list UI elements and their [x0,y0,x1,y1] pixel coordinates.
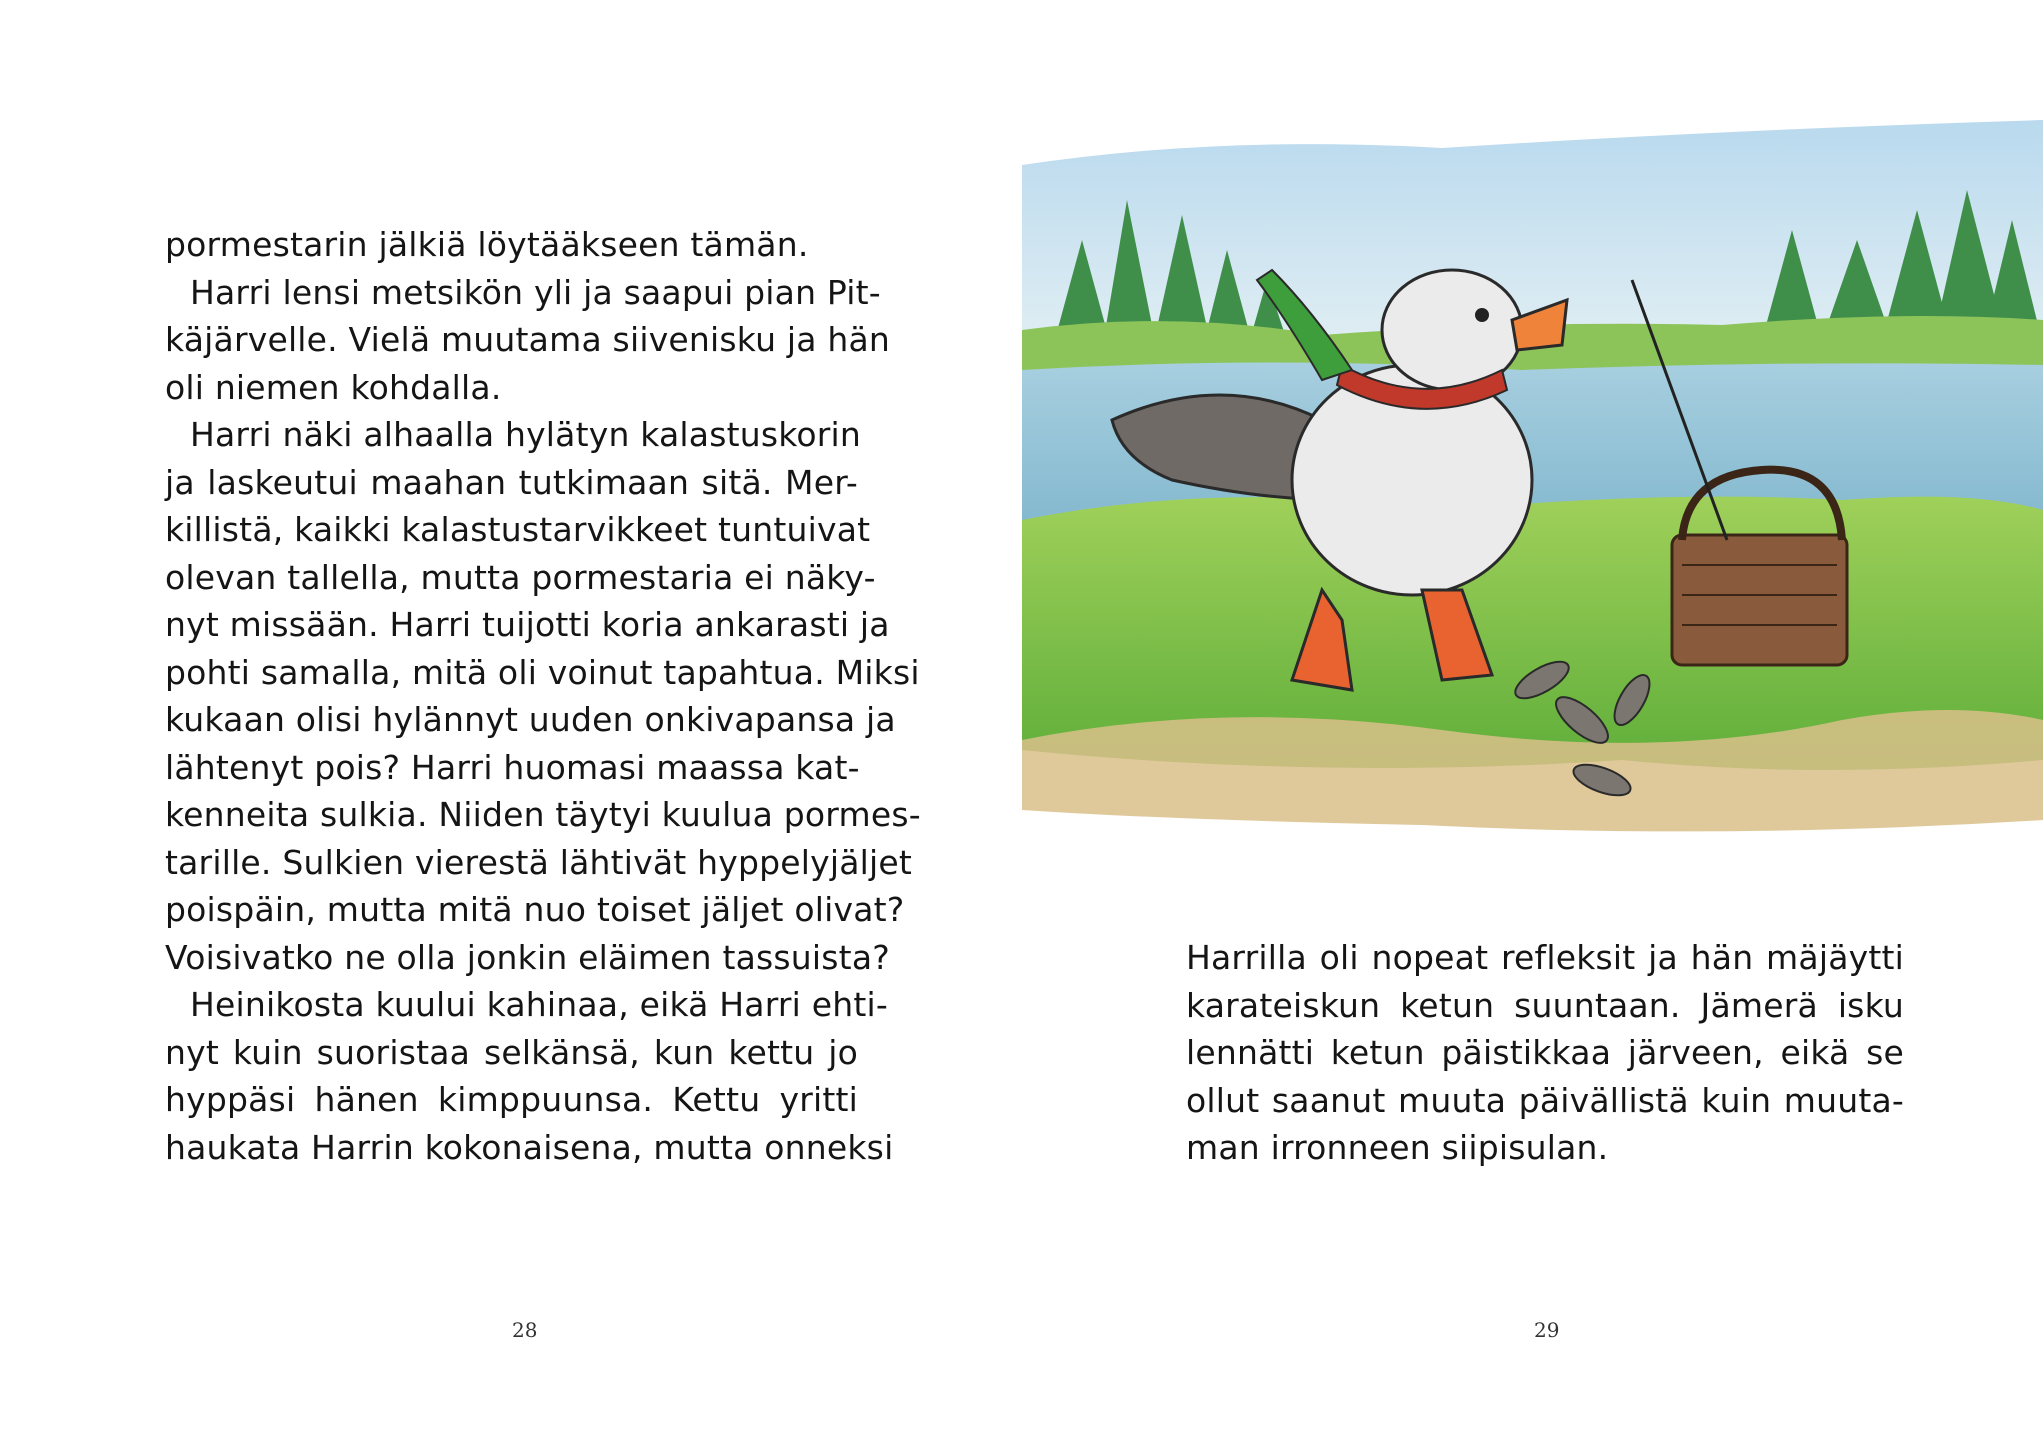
text-line: nyt missään. Harri tuijotti koria ankarasti ja [165,605,890,644]
page-number-right: 29 [1534,1318,1560,1342]
text-line: oli niemen kohdalla. [165,367,502,407]
right-page-text [1186,934,1904,1172]
text-line: lennätti ketun päistikkaa järveen, eikä se [1186,1033,1904,1072]
text-line: karateiskun ketun suuntaan. Jämerä isku [1186,985,1904,1025]
text-line: kenneita sulkia. Niiden täytyi kuulua pormes- [165,795,921,834]
text-line: Voisivatko ne olla jonkin eläimen tassuista? [165,937,890,977]
text-line: lähtenyt pois? Harri huomasi maassa kat- [165,747,860,787]
text-line: poispäin, mutta mitä nuo toiset jäljet olivat? [165,890,905,929]
left-page [0,0,1021,1453]
right-page [1022,0,2043,1453]
watercolor-scene [1022,120,2043,870]
text-line: killistä, kaikki kalastustarvikkeet tuntuivat [165,510,871,549]
text-line: pohti samalla, mitä oli voinut tapahtua. Miksi [165,652,920,692]
left-page-text [165,221,921,1171]
text-line: käjärvelle. Vielä muutama siivenisku ja hän [165,320,891,359]
text-line: tarille. Sulkien vierestä lähtivät hyppelyjäljet [165,842,913,882]
text-line: Harri lensi metsikön yli ja saapui pian Pit- [190,272,881,312]
text-line: Harrilla oli nopeat refleksit ja hän mäjäytti [1186,938,1904,977]
text-line: olevan tallella, mutta pormestaria ei näky- [165,557,876,597]
text-line: pormestarin jälkiä löytääkseen tämän. [165,225,809,264]
text-line: Harri näki alhaalla hylätyn kalastuskorin [190,415,862,454]
text-line: ollut saanut muuta päivällistä kuin muuta- [1186,1080,1904,1120]
text-line: nyt kuin suoristaa selkänsä, kun kettu jo [165,1032,858,1072]
text-line: Heinikosta kuului kahinaa, eikä Harri ehti- [190,985,888,1024]
text-line: hyppäsi hänen kimppuunsa. Kettu yritti [165,1080,858,1119]
text-line: kukaan olisi hylännyt uuden onkivapansa ja [165,700,896,739]
text-line: haukata Harrin kokonaisena, mutta onneksi [165,1127,894,1167]
page-number-left: 28 [512,1318,538,1342]
goose-illustration [1022,120,2043,870]
text-line: man irronneen siipisulan. [1186,1128,1609,1167]
text-line: ja laskeutui maahan tutkimaan sitä. Mer- [165,462,858,502]
